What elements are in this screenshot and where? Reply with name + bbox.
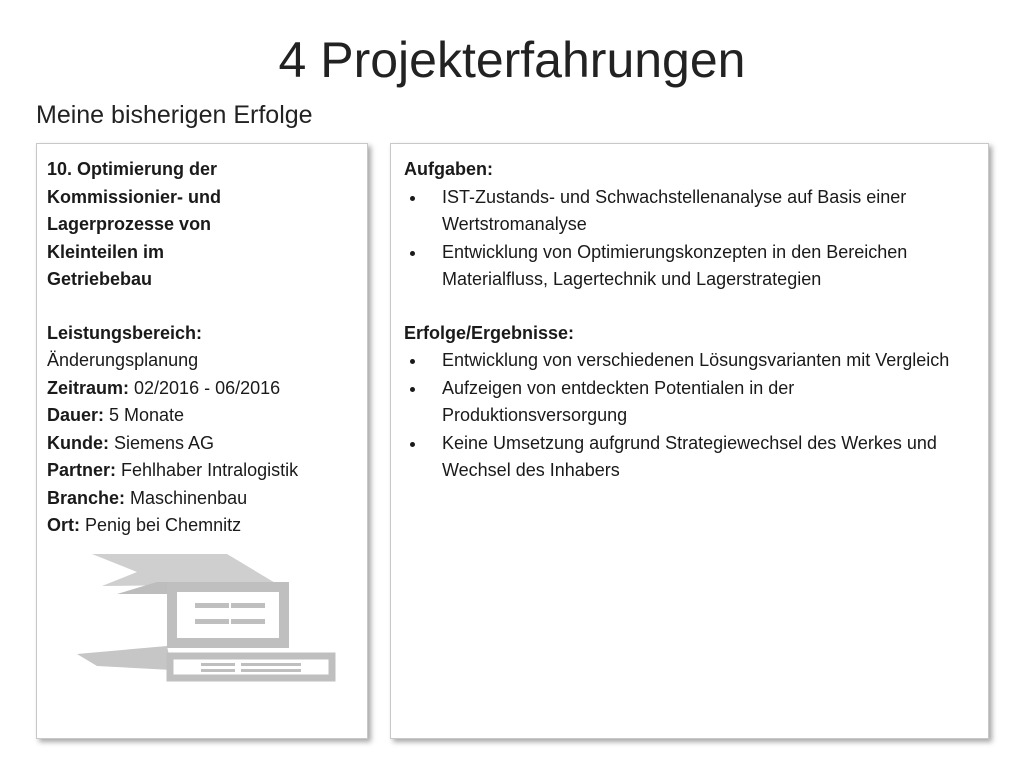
list-item: Entwicklung von verschiedenen Lösungsvarianten mit Vergleich <box>404 347 974 375</box>
list-item: IST-Zustands- und Schwachstellenanalyse auf Basis einer Wertstromanalyse <box>404 184 974 239</box>
dauer-value: 5 Monate <box>104 405 185 425</box>
project-details-card <box>390 143 989 739</box>
list-item: Keine Umsetzung aufgrund Strategiewechsel des Werkes und Wechsel des Inhabers <box>404 430 974 485</box>
project-details-text <box>404 156 974 485</box>
list-item: Entwicklung von Optimierungskonzepten in den Bereichen Materialfluss, Lagertechnik und Lagerstrategien <box>404 239 974 294</box>
project-summary-text <box>47 156 357 540</box>
partner-row <box>47 457 357 485</box>
leistungsbereich-label: Leistungsbereich: <box>47 322 203 343</box>
project-heading-line: 10. Optimierung der <box>47 159 218 179</box>
project-heading-line: Lagerprozesse von <box>47 214 212 234</box>
branche-row <box>47 485 357 513</box>
partner-label: Partner: <box>47 460 117 480</box>
ort-row <box>47 512 357 540</box>
dauer-label: Dauer: <box>47 405 105 425</box>
slide-title: 4 Projekterfahrungen <box>278 32 746 88</box>
slide-subtitle: Meine bisherigen Erfolge <box>36 101 313 129</box>
kunde-label: Kunde: <box>47 432 109 453</box>
partner-value: Fehlhaber Intralogistik <box>116 460 299 480</box>
zeitraum-value: 02/2016 - 06/2016 <box>129 377 281 398</box>
leistungsbereich-value: Änderungsplanung <box>47 350 199 370</box>
aufgaben-list <box>404 184 974 294</box>
project-heading-line: Kommissionier- und <box>47 186 222 207</box>
project-heading-line: Kleinteilen im <box>47 241 165 262</box>
ort-label: Ort: <box>47 515 80 535</box>
list-item: Aufzeigen von entdeckten Potentialen in der Produktionsversorgung <box>404 375 974 430</box>
project-summary-card <box>36 143 368 739</box>
branche-value: Maschinenbau <box>125 487 248 508</box>
zeitraum-row <box>47 375 357 403</box>
kunde-row <box>47 430 357 458</box>
dauer-row <box>47 402 357 430</box>
branche-label: Branche: <box>47 487 126 508</box>
project-heading-line: Getriebebau <box>47 269 153 289</box>
aufgaben-heading: Aufgaben: <box>404 159 493 179</box>
zeitraum-label: Zeitraum: <box>47 377 130 398</box>
erfolge-heading: Erfolge/Ergebnisse: <box>404 322 575 343</box>
kunde-value: Siemens AG <box>109 432 215 453</box>
documents-icon <box>77 554 337 684</box>
erfolge-list <box>404 347 974 485</box>
ort-value: Penig bei Chemnitz <box>80 515 242 535</box>
